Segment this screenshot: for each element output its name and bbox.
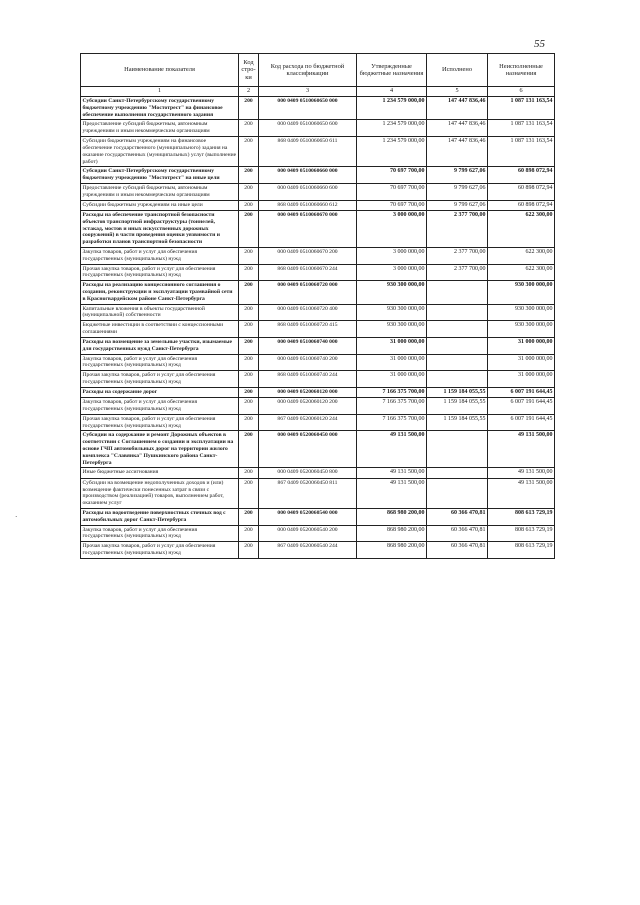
unexecuted-amount-cell: 49 131 500,00 [488,478,555,508]
budget-code-cell: 868 0409 0510060660 612 [259,200,357,210]
line-code-cell: 200 [239,167,259,184]
line-code-cell: 200 [239,371,259,388]
line-code-cell: 200 [239,304,259,321]
indicator-name-cell: Прочая закупка товаров, работ и услуг для обеспечения государственных (муниципальных) нужд [81,414,239,431]
budget-code-cell: 000 0409 0520060540 200 [259,525,357,542]
line-code-cell: 200 [239,414,259,431]
column-number: 6 [488,87,555,97]
unexecuted-amount-cell: 808 613 729,19 [488,525,555,542]
table-row [81,542,555,559]
unexecuted-amount-cell: 808 613 729,19 [488,542,555,559]
budget-code-cell: 000 0409 0510060720 400 [259,304,357,321]
budget-code-cell: 000 0409 0510060670 200 [259,247,357,264]
approved-amount-cell: 70 697 700,00 [357,200,427,210]
line-code-cell: 200 [239,97,259,120]
executed-amount-cell [427,354,488,371]
unexecuted-amount-cell: 31 000 000,00 [488,337,555,354]
column-number-row [81,87,555,97]
line-code-cell: 200 [239,398,259,415]
line-code-cell: 200 [239,137,259,167]
budget-code-cell: 000 0409 0520060450 800 [259,468,357,478]
executed-amount-cell [427,431,488,468]
line-code-cell: 200 [239,281,259,304]
budget-code-cell: 000 0409 0510060670 000 [259,210,357,247]
budget-code-cell: 868 0409 0510060670 244 [259,264,357,281]
page-number: 55 [534,38,545,50]
budget-code-cell: 000 0409 0510060740 000 [259,337,357,354]
line-code-cell: 200 [239,120,259,137]
approved-amount-cell: 3 000 000,00 [357,264,427,281]
budget-code-cell: 000 0409 0510060720 000 [259,281,357,304]
indicator-name-cell: Расходы на возмещение за земельные участки, изымаемые для государственных нужд Санкт-Петербурга [81,337,239,354]
unexecuted-amount-cell: 622 300,00 [488,247,555,264]
indicator-name-cell: Прочая закупка товаров, работ и услуг для обеспечения государственных (муниципальных) нужд [81,542,239,559]
indicator-name-cell: Закупка товаров, работ и услуг для обеспечения государственных (муниципальных) нужд [81,525,239,542]
approved-amount-cell: 3 000 000,00 [357,210,427,247]
approved-amount-cell: 1 234 579 000,00 [357,137,427,167]
executed-amount-cell: 2 377 700,00 [427,210,488,247]
line-code-cell: 200 [239,264,259,281]
unexecuted-amount-cell: 31 000 000,00 [488,354,555,371]
table-row [81,387,555,397]
approved-amount-cell: 7 166 375 700,00 [357,398,427,415]
table-row [81,200,555,210]
budget-code-cell: 867 0409 0520060120 244 [259,414,357,431]
table-row [81,97,555,120]
unexecuted-amount-cell: 6 007 191 644,45 [488,414,555,431]
indicator-name-cell: Субсидии Санкт-Петербургскому государственному бюджетному учреждению "Мостотрест" на иные цели [81,167,239,184]
unexecuted-amount-cell: 49 131 500,00 [488,468,555,478]
unexecuted-amount-cell: 808 613 729,19 [488,508,555,525]
line-code-cell: 200 [239,431,259,468]
approved-amount-cell: 70 697 700,00 [357,183,427,200]
executed-amount-cell [427,478,488,508]
column-number: 2 [239,87,259,97]
indicator-name-cell: Иные бюджетные ассигнования [81,468,239,478]
table-row [81,167,555,184]
approved-amount-cell: 930 300 000,00 [357,281,427,304]
indicator-name-cell: Бюджетные инвестиции в соответствии с концессионными соглашениями [81,321,239,338]
approved-amount-cell: 31 000 000,00 [357,337,427,354]
table-row [81,137,555,167]
table-row [81,508,555,525]
table-row [81,321,555,338]
unexecuted-amount-cell: 930 300 000,00 [488,304,555,321]
executed-amount-cell: 60 366 470,81 [427,508,488,525]
header-budget-code: Код расхода по бюджетной классификации [259,54,357,87]
unexecuted-amount-cell: 31 000 000,00 [488,371,555,388]
header-indicator-name: Наименование показателя [81,54,239,87]
executed-amount-cell [427,321,488,338]
budget-code-cell: 000 0409 0510060660 600 [259,183,357,200]
indicator-name-cell: Капитальные вложения в объекты государственной (муниципальной) собственности [81,304,239,321]
unexecuted-amount-cell: 6 007 191 644,45 [488,398,555,415]
table-row [81,354,555,371]
indicator-name-cell: Субсидии на содержание и ремонт Дорожных объектов в соответствии с Соглашением о создании и эксплуатации на основе ГЧП автомобильных дорог на территории жилого комплекса "Славянка" Пушкинского района Санкт-Петербурга [81,431,239,468]
header-approved: Утвержденные бюджетные назначения [357,54,427,87]
column-number: 1 [81,87,239,97]
executed-amount-cell: 60 366 470,81 [427,542,488,559]
table-row [81,304,555,321]
indicator-name-cell: Субсидии бюджетным учреждениям на иные цели [81,200,239,210]
budget-execution-table [80,53,555,559]
budget-code-cell: 000 0409 0520060450 000 [259,431,357,468]
unexecuted-amount-cell: 60 898 072,94 [488,183,555,200]
executed-amount-cell [427,281,488,304]
unexecuted-amount-cell: 622 300,00 [488,264,555,281]
budget-code-cell: 000 0409 0520060540 000 [259,508,357,525]
executed-amount-cell: 9 799 627,06 [427,167,488,184]
table-row [81,337,555,354]
unexecuted-amount-cell: 930 300 000,00 [488,281,555,304]
approved-amount-cell: 1 234 579 000,00 [357,97,427,120]
indicator-name-cell: Расходы на реализацию концессионного соглашения о создании, реконструкции и эксплуатации трамвайной сети в Красногвардейском районе Санкт-Петербурга [81,281,239,304]
budget-code-cell: 000 0409 0510060650 600 [259,120,357,137]
indicator-name-cell: Предоставление субсидий бюджетным, автономным учреждениям и иным некоммерческим организациям [81,183,239,200]
executed-amount-cell [427,304,488,321]
unexecuted-amount-cell: 1 087 131 163,54 [488,120,555,137]
margin-mark: · [15,513,18,521]
executed-amount-cell [427,371,488,388]
executed-amount-cell: 147 447 836,46 [427,120,488,137]
budget-code-cell: 868 0409 0510060740 244 [259,371,357,388]
approved-amount-cell: 7 166 375 700,00 [357,387,427,397]
approved-amount-cell: 3 000 000,00 [357,247,427,264]
header-line-code: Код стро-ки [239,54,259,87]
unexecuted-amount-cell: 622 300,00 [488,210,555,247]
column-number: 4 [357,87,427,97]
budget-code-cell: 868 0409 0510060650 611 [259,137,357,167]
unexecuted-amount-cell: 930 300 000,00 [488,321,555,338]
unexecuted-amount-cell: 1 087 131 163,54 [488,97,555,120]
table-row [81,468,555,478]
table-row [81,478,555,508]
budget-code-cell: 867 0409 0520060450 811 [259,478,357,508]
line-code-cell: 200 [239,525,259,542]
unexecuted-amount-cell: 60 898 072,94 [488,167,555,184]
indicator-name-cell: Расходы на водоотведение поверхностных сточных вод с автомобильных дорог Санкт-Петербурга [81,508,239,525]
approved-amount-cell: 930 300 000,00 [357,304,427,321]
unexecuted-amount-cell: 60 898 072,94 [488,200,555,210]
approved-amount-cell: 930 300 000,00 [357,321,427,338]
indicator-name-cell: Предоставление субсидий бюджетным, автономным учреждениям и иным некоммерческим организациям [81,120,239,137]
budget-code-cell: 868 0409 0510060720 415 [259,321,357,338]
table-header-row [81,54,555,87]
line-code-cell: 200 [239,354,259,371]
executed-amount-cell: 9 799 627,06 [427,200,488,210]
line-code-cell: 200 [239,183,259,200]
indicator-name-cell: Закупка товаров, работ и услуг для обеспечения государственных (муниципальных) нужд [81,354,239,371]
unexecuted-amount-cell: 1 087 131 163,54 [488,137,555,167]
executed-amount-cell [427,468,488,478]
line-code-cell: 200 [239,247,259,264]
line-code-cell: 200 [239,468,259,478]
approved-amount-cell: 1 234 579 000,00 [357,120,427,137]
budget-code-cell: 000 0409 0520060120 000 [259,387,357,397]
indicator-name-cell: Закупка товаров, работ и услуг для обеспечения государственных (муниципальных) нужд [81,247,239,264]
executed-amount-cell: 1 159 184 055,55 [427,398,488,415]
table-row [81,525,555,542]
budget-code-cell: 000 0409 0510060660 000 [259,167,357,184]
indicator-name-cell: Расходы на содержание дорог [81,387,239,397]
budget-code-cell: 000 0409 0510060650 000 [259,97,357,120]
column-number: 3 [259,87,357,97]
line-code-cell: 200 [239,478,259,508]
indicator-name-cell: Закупка товаров, работ и услуг для обеспечения государственных (муниципальных) нужд [81,398,239,415]
indicator-name-cell: Прочая закупка товаров, работ и услуг для обеспечения государственных (муниципальных) нужд [81,264,239,281]
line-code-cell: 200 [239,387,259,397]
executed-amount-cell: 1 159 184 055,55 [427,414,488,431]
indicator-name-cell: Субсидии на возмещение недополученных доходов и (или) возмещение фактически понесенных затрат в связи с производством (реализацией) товаров, выполнением работ, оказанием услуг [81,478,239,508]
table-row [81,398,555,415]
unexecuted-amount-cell: 6 007 191 644,45 [488,387,555,397]
approved-amount-cell: 31 000 000,00 [357,371,427,388]
approved-amount-cell: 49 131 500,00 [357,478,427,508]
budget-code-cell: 000 0409 0520060120 200 [259,398,357,415]
line-code-cell: 200 [239,321,259,338]
indicator-name-cell: Расходы на обеспечение транспортной безопасности объектов транспортной инфраструктуры (тоннелей, эстакад, мостов и иных искусственных дорожных сооружений) в части проведения оценки уязвимости и разработки планов транспортной безопасности [81,210,239,247]
indicator-name-cell: Прочая закупка товаров, работ и услуг для обеспечения государственных (муниципальных) нужд [81,371,239,388]
line-code-cell: 200 [239,508,259,525]
column-number: 5 [427,87,488,97]
executed-amount-cell: 60 366 470,81 [427,525,488,542]
executed-amount-cell: 2 377 700,00 [427,247,488,264]
table-row [81,414,555,431]
executed-amount-cell [427,337,488,354]
table-row [81,264,555,281]
table-row [81,431,555,468]
approved-amount-cell: 70 697 700,00 [357,167,427,184]
table-row [81,210,555,247]
table-row [81,371,555,388]
line-code-cell: 200 [239,337,259,354]
indicator-name-cell: Субсидии бюджетным учреждениям на финансовое обеспечение государственного (муниципального) задания на оказание государственных (муниципальных) услуг (выполнение работ) [81,137,239,167]
line-code-cell: 200 [239,542,259,559]
approved-amount-cell: 7 166 375 700,00 [357,414,427,431]
approved-amount-cell: 49 131 500,00 [357,468,427,478]
table-body [81,97,555,559]
budget-code-cell: 867 0409 0520060540 244 [259,542,357,559]
approved-amount-cell: 868 980 200,00 [357,542,427,559]
line-code-cell: 200 [239,210,259,247]
approved-amount-cell: 31 000 000,00 [357,354,427,371]
table-row [81,281,555,304]
line-code-cell: 200 [239,200,259,210]
unexecuted-amount-cell: 49 131 500,00 [488,431,555,468]
header-executed: Исполнено [427,54,488,87]
executed-amount-cell: 1 159 184 055,55 [427,387,488,397]
table-row [81,247,555,264]
executed-amount-cell: 147 447 836,46 [427,97,488,120]
budget-code-cell: 000 0409 0510060740 200 [259,354,357,371]
executed-amount-cell: 9 799 627,06 [427,183,488,200]
table-row [81,120,555,137]
approved-amount-cell: 49 131 500,00 [357,431,427,468]
indicator-name-cell: Субсидии Санкт-Петербургскому государственному бюджетному учреждению "Мостотрест" на финансовое обеспечение выполнения государственного задания [81,97,239,120]
header-unexecuted: Неисполненные назначения [488,54,555,87]
executed-amount-cell: 147 447 836,46 [427,137,488,167]
approved-amount-cell: 868 980 200,00 [357,525,427,542]
executed-amount-cell: 2 377 700,00 [427,264,488,281]
table-row [81,183,555,200]
approved-amount-cell: 868 980 200,00 [357,508,427,525]
